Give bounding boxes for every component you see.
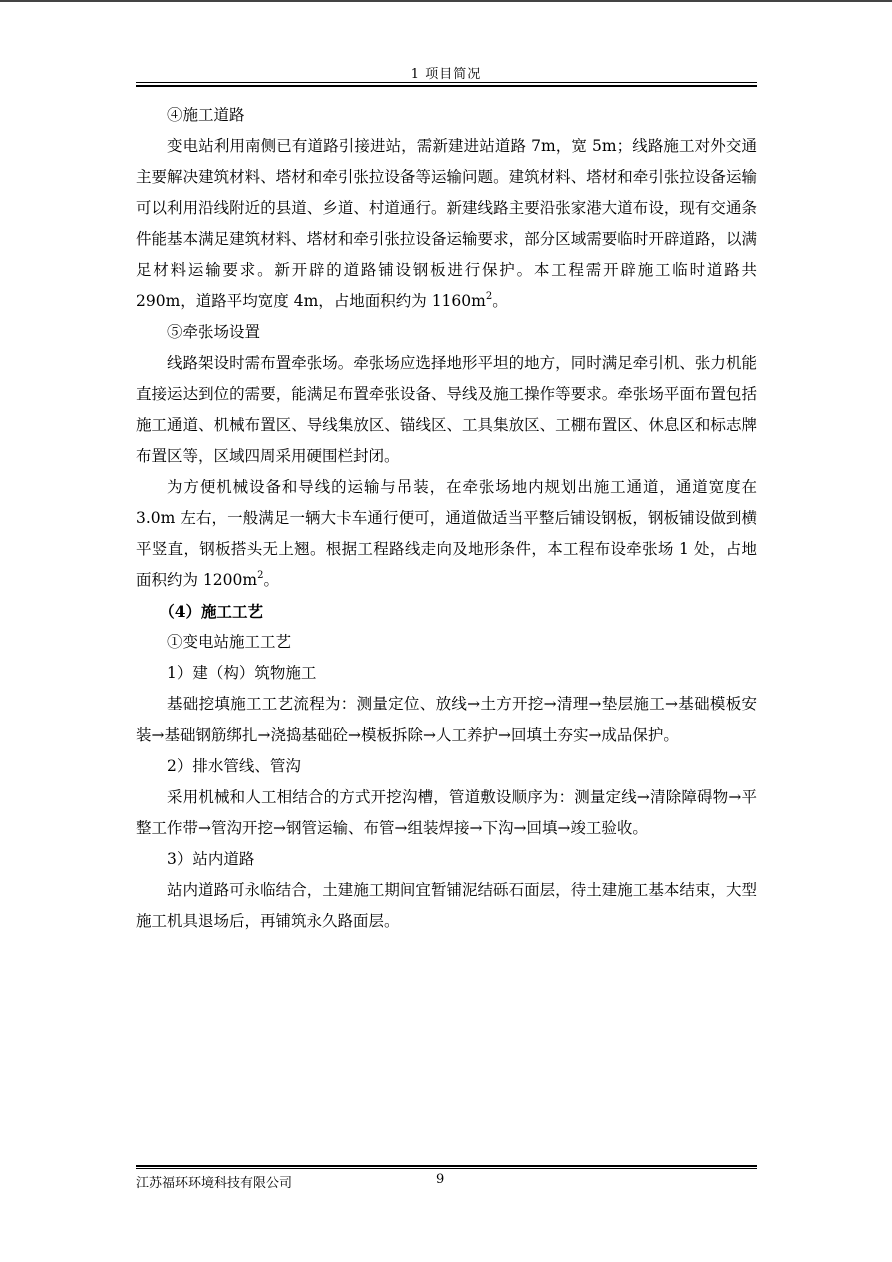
header-rule xyxy=(136,82,757,83)
page-number: 9 xyxy=(436,1172,445,1187)
footer-company-name: 江苏福环环境科技有限公司 xyxy=(136,1176,293,1191)
subheading-buildings: 1）建（构）筑物施工 xyxy=(167,664,317,682)
top-edge-rule xyxy=(0,0,892,2)
paragraph-roads-description: 变电站利用南侧已有道路引接进站，需新建进站道路 7m，宽 5m；线路施工对外交通主要解决建筑材料、塔材和牵引张拉设备等运输问题。建筑材料、塔材和牵引张拉设备运输可以利用沿线附近的县道、乡道、村道通行。新建线路主要沿张家港大道布设，现有交通条件能基本满足建筑材料、塔材和牵引张拉设备运输要求，部分区域需要临时开辟道路，以满足材料运输要求。新开辟的道路铺设钢板进行保护。本工程需开辟施工临时道路共 290m，道路平均宽度 4m，占地面积约为 $1160m^2$。 xyxy=(136,137,757,310)
subheading-construction-roads: ④施工道路 xyxy=(167,106,245,124)
section-heading-construction-process: （4）施工工艺 xyxy=(159,602,264,621)
running-header-title: 1 项目简况 xyxy=(410,67,482,82)
paragraph-foundation-process: 基础挖填施工工艺流程为：测量定位、放线→土方开挖→清理→垫层施工→基础模板安装→基础钢筋绑扎→浇捣基础砼→模板拆除→人工养护→回填土夯实→成品保护。 xyxy=(136,695,757,744)
paragraph-drainage-process: 采用机械和人工相结合的方式开挖沟槽，管道敷设顺序为：测量定线→清除障碍物→平整工作带→管沟开挖→钢管运输、布管→组装焊接→下沟→回填→竣工验收。 xyxy=(136,788,757,837)
footer-rule-thick xyxy=(136,1165,757,1167)
footer-rule xyxy=(136,1168,757,1169)
paragraph-station-roads: 站内道路可永临结合，土建施工期间宜暂铺泥结砾石面层，待土建施工基本结束，大型施工机具退场后，再铺筑永久路面层。 xyxy=(136,881,757,930)
subheading-substation-process: ①变电站施工工艺 xyxy=(167,633,292,651)
paragraph-tension-site-access: 为方便机械设备和导线的运输与吊装，在牵张场地内规划出施工通道，通道宽度在 3.0m 左右，一般满足一辆大卡车通行便可，通道做适当平整后铺设钢板，钢板铺设做到横平竖直，钢板搭头无上翘。根据工程路线走向及地形条件，本工程布设牵张场 1 处，占地面积约为 $1200m^2$。 xyxy=(136,478,757,589)
subheading-station-roads: 3）站内道路 xyxy=(167,850,255,868)
subheading-drainage: 2）排水管线、管沟 xyxy=(167,757,301,775)
document-body xyxy=(136,100,757,937)
subheading-tension-site: ⑤牵张场设置 xyxy=(167,323,261,341)
header-rule-thick xyxy=(136,85,757,87)
paragraph-tension-site-layout: 线路架设时需布置牵张场。牵张场应选择地形平坦的地方，同时满足牵引机、张力机能直接运达到位的需要，能满足布置牵张设备、导线及施工操作等要求。牵张场平面布置包括施工通道、机械布置区、导线集放区、锚线区、工具集放区、工棚布置区、休息区和标志牌布置区等，区域四周采用硬围栏封闭。 xyxy=(136,354,757,465)
